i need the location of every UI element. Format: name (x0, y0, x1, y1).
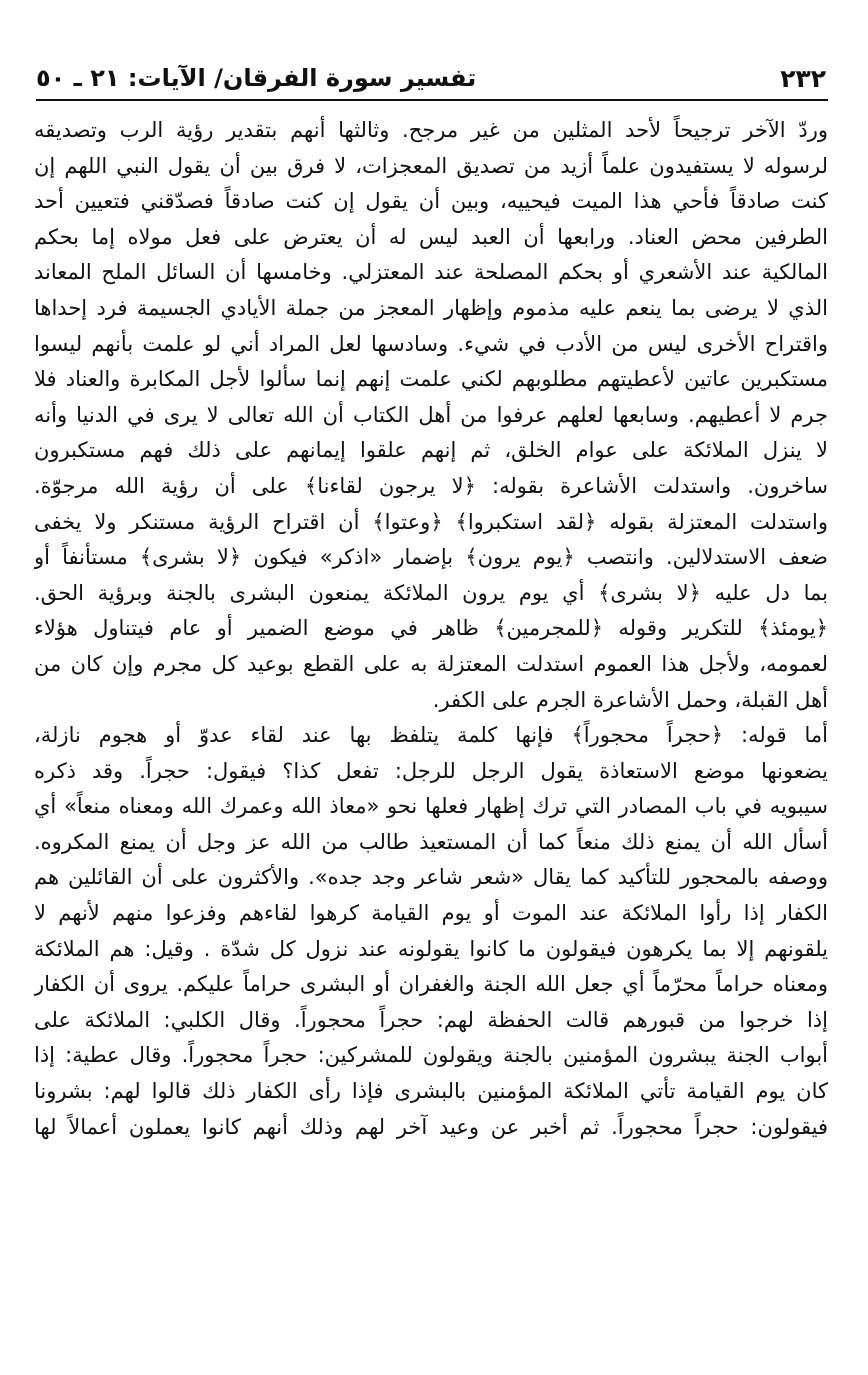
text-line: جرم لا أعطيهم. وسابعها لعلهم عرفوا من أهل الكتاب أن الله تعالى لا يرى في الدنيا وأنه (34, 402, 828, 427)
text-line: كان يوم القيامة تأتي الملائكة المؤمنين بالبشرى فإذا رأى الكفار ذلك قالوا لهم: بشرونا (34, 1079, 828, 1104)
text-line: ساخرون. واستدلت الأشاعرة بقوله: ﴿لا يرجون لقاءنا﴾ على أن رؤية الله مرجوّة. (34, 473, 828, 498)
text-line: كنت صادقاً فأحي هذا الميت فيحييه، وبين أن يقول إن كنت صادقاً فصدّقني فتعيين أحد (34, 189, 828, 214)
text-line: ومعناه حراماً محرّماً أي جعل الله الجنة والغفران أو البشرى حراماً عليكم. يروى أن الكفار (34, 972, 828, 997)
text-line: لرسوله لا يستفيدون علماً أزيد من تصديق المعجزات، لا فرق بين أن يقول النبي اللهم إن (34, 153, 828, 178)
header-divider (36, 99, 828, 101)
running-title: تفسير سورة الفرقان/ الآيات: ٢١ ـ ٥٠ (36, 64, 477, 92)
text-line: ووصفه بالمحجور للتأكيد كما يقال «شعر شاعر وجد جده». والأكثرون على أن القائلين هم (34, 865, 828, 890)
text-line: مستكبرين عاتين لأعطيتهم مطلوبهم لكني علمت إنهم إنما سألوا لأجل المكابرة والعناد فلا (34, 367, 828, 392)
text-line: لعمومه، ولأجل هذا العموم استدلت المعتزلة به على القطع بوعيد كل مجرم وإن كان من (34, 651, 828, 676)
page-header (36, 58, 826, 98)
text-line: الطرفين محض العناد. ورابعها أن العبد ليس له أن يعترض على فعل مولاه إما بحكم (34, 224, 828, 249)
text-line: فيقولون: حجراً محجوراً. ثم أخبر عن وعيد آخر لهم وذلك أنهم كانوا يعملون أعمالاً لها (34, 1114, 828, 1139)
text-line: بما دل عليه ﴿لا بشرى﴾ أي يوم يرون الملائكة يمنعون البشرى بالجنة وبرؤية الحق. (34, 580, 828, 605)
text-line: المالكية عند الأشعري أو بحكم المصلحة عند المعتزلي. وخامسها أن السائل الملح المعاند (34, 260, 828, 285)
page-number: ٢٣٢ (780, 63, 826, 93)
text-line: يلقونهم إلا بما يكرهون فيقولون ما كانوا يقولونه عند نزول كل شدّة . وقيل: هم الملائكة (34, 936, 828, 961)
text-line: لا ينزل الملائكة على عوام الخلق، ثم إنهم علقوا إيمانهم على ذلك فهم مستكبرون (34, 438, 828, 463)
text-line: إذا خرجوا من قبورهم قالت الحفظة لهم: حجراً محجوراً. وقال الكلبي: الملائكة على (34, 1007, 828, 1032)
text-line: وردّ الآخر ترجيحاً لأحد المثلين من غير مرجح. وثالثها أنهم بتقدير رؤية الرب وتصديقه (34, 118, 828, 142)
text-line: سيبويه في باب المصادر التي ترك إظهار فعلها نحو «معاذ الله وعمرك الله ومعناه منعاً» أي (34, 794, 828, 819)
text-line: ضعف الاستدلالين. وانتصب ﴿يوم يرون﴾ بإضمار «اذكر» فيكون ﴿لا بشرى﴾ مستأنفاً أو (34, 545, 828, 570)
text-line: أما قوله: ﴿حجراً محجوراً﴾ فإنها كلمة يتلفظ بها عند لقاء عدوّ أو هجوم نازلة، (34, 723, 828, 748)
text-line: واستدلت المعتزلة بقوله ﴿لقد استكبروا﴾ ﴿وعتوا﴾ أن اقتراح الرؤية مستنكر ولا يخفى (34, 509, 828, 534)
paragraph-last-line: أهل القبلة، وحمل الأشاعرة الجرم على الكفر. (432, 687, 828, 712)
text-line: الذي لا يرضى بما ينعم عليه مذموم وإظهار المعجز من جملة الأيادي الجسيمة فرد إحداها (34, 295, 828, 320)
text-line: أبواب الجنة يبشرون المؤمنين بالجنة ويقولون للمشركين: حجراً محجوراً. وقال عطية: إذا (34, 1043, 828, 1068)
body-text (34, 113, 828, 1145)
text-line: يضعونها موضع الاستعاذة يقول الرجل للرجل: تفعل كذا؟ فيقول: حجراً. وقد ذكره (34, 758, 828, 783)
text-line: واقتراح الأخرى ليس من الأدب في شيء. وسادسها لعل المراد أني لو علمت بأنهم ليسوا (34, 331, 828, 356)
text-line: الكفار إذا رأوا الملائكة عند الموت أو يوم القيامة كرهوا لقاءهم وفزعوا منهم لأنهم لا (34, 901, 828, 926)
text-line: ﴿يومئذ﴾ للتكرير وقوله ﴿للمجرمين﴾ ظاهر في موضع الضمير أو عام فيتناول هؤلاء (34, 616, 828, 641)
text-line: أسأل الله أن يمنع ذلك منعاً كما أن المستعيذ طالب من الله عز وجل أن يمنع المكروه. (34, 829, 828, 854)
